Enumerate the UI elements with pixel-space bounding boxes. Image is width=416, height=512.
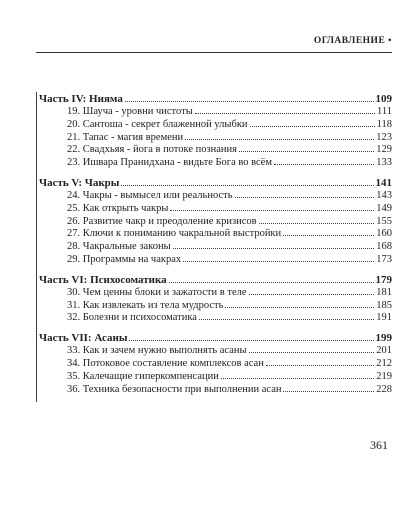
toc-part <box>37 92 392 170</box>
dot-leader <box>235 197 375 198</box>
entry-page-number: 129 <box>376 144 392 156</box>
entry-page-number: 219 <box>376 370 392 382</box>
entry-page-number: 123 <box>376 131 392 143</box>
toc-entry <box>37 312 392 325</box>
entry-page-number: 228 <box>376 383 392 395</box>
toc-part-heading <box>37 273 392 287</box>
part-title: Часть IV: Нияма <box>39 93 123 105</box>
toc-entry <box>37 384 392 397</box>
toc-part <box>37 176 392 267</box>
part-page-number: 199 <box>375 332 392 345</box>
entry-page-number: 143 <box>376 189 392 201</box>
entry-title: 36. Техника безопасности при выполнении асан <box>67 383 282 395</box>
dot-leader <box>249 294 375 295</box>
toc-entry <box>37 157 392 170</box>
dot-leader <box>274 164 374 165</box>
entry-page-number: 111 <box>377 106 392 117</box>
entry-title: 19. Шауча - уровни чистоты <box>67 106 193 117</box>
entry-page-number: 118 <box>376 118 392 130</box>
toc-entry <box>37 228 392 241</box>
toc-part-heading <box>37 331 392 345</box>
dot-leader <box>129 340 373 341</box>
entry-page-number: 133 <box>376 157 392 169</box>
toc-entry <box>37 358 392 371</box>
dot-leader <box>195 113 375 114</box>
entry-title: 25. Как открыть чакры <box>67 202 169 214</box>
dot-leader <box>239 151 374 152</box>
part-title: Часть V: Чакры <box>39 176 120 189</box>
entry-page-number: 168 <box>376 241 392 253</box>
entry-page-number: 201 <box>376 345 392 357</box>
dot-leader <box>183 261 374 262</box>
toc-part-heading <box>37 92 392 106</box>
dot-leader <box>199 319 374 320</box>
dot-leader <box>266 365 374 366</box>
entry-title: 29. Программы на чакрах <box>67 253 182 265</box>
entry-page-number: 212 <box>376 357 392 369</box>
entry-title: 32. Болезни и психосоматика <box>67 312 197 324</box>
entry-page-number: 160 <box>376 228 392 240</box>
entry-page-number: 191 <box>376 312 392 324</box>
dot-leader <box>225 307 374 308</box>
dot-leader <box>249 352 375 353</box>
running-header-title: ОГЛАВЛЕНИЕ • <box>313 36 392 46</box>
entry-title: 28. Чакральные законы <box>67 241 171 253</box>
entry-title: 35. Калечащие гиперкомпенсации <box>67 370 219 382</box>
entry-page-number: 149 <box>376 202 392 214</box>
toc-entry <box>37 119 392 132</box>
toc-part-heading <box>37 176 392 190</box>
toc-part <box>37 273 392 325</box>
dot-leader <box>169 282 374 283</box>
dot-leader <box>250 126 375 127</box>
toc-entry <box>37 106 392 119</box>
dot-leader <box>185 139 374 140</box>
toc-entry <box>37 190 392 203</box>
entry-title: 26. Развитие чакр и преодоление кризисов <box>67 215 257 227</box>
part-title: Часть VI: Психосоматика <box>39 273 167 286</box>
part-title: Часть VII: Асаны <box>39 332 128 345</box>
dot-leader <box>121 185 373 186</box>
dot-leader <box>221 378 374 379</box>
dot-leader <box>125 101 374 102</box>
entry-title: 27. Ключи к пониманию чакральной выстройки <box>67 228 282 240</box>
toc-entry <box>37 345 392 358</box>
toc-entry <box>37 371 392 384</box>
part-page-number: 179 <box>375 273 392 286</box>
entry-title: 20. Сантоша - секрет блаженной улыбки <box>67 118 248 130</box>
toc-entry <box>37 144 392 157</box>
dot-leader <box>283 391 374 392</box>
toc-part <box>37 331 392 396</box>
toc-entry <box>37 287 392 300</box>
entry-page-number: 185 <box>376 299 392 311</box>
entry-title: 31. Как извлекать из тела мудрость <box>67 299 224 311</box>
dot-leader <box>283 235 374 236</box>
toc-entry <box>37 132 392 145</box>
dot-leader <box>259 223 375 224</box>
toc-entry <box>37 300 392 313</box>
entry-title: 21. Тапас - магия времени <box>67 131 184 143</box>
part-page-number: 141 <box>375 176 392 189</box>
toc-entry <box>37 216 392 229</box>
entry-title: 30. Чем ценны блоки и зажатости в теле <box>67 286 247 298</box>
part-page-number: 109 <box>375 93 392 105</box>
page-number: 361 <box>370 438 388 452</box>
entry-page-number: 181 <box>376 286 392 298</box>
dot-leader <box>170 210 374 211</box>
table-of-contents <box>36 92 392 402</box>
toc-entry <box>37 254 392 267</box>
running-header <box>36 36 392 53</box>
toc-entry <box>37 203 392 216</box>
entry-title: 33. Как и зачем нужно выполнять асаны <box>67 345 247 357</box>
entry-title: 23. Ишвара Пранидхана - видьте Бога во всём <box>67 157 272 169</box>
entry-title: 22. Свадхьяя - йога в потоке познания <box>67 144 237 156</box>
dot-leader <box>173 248 375 249</box>
entry-title: 24. Чакры - вымысел или реальность <box>67 189 233 201</box>
entry-page-number: 173 <box>376 253 392 265</box>
entry-title: 34. Потоковое составление комплексов асан <box>67 357 264 369</box>
entry-page-number: 155 <box>376 215 392 227</box>
toc-entry <box>37 241 392 254</box>
